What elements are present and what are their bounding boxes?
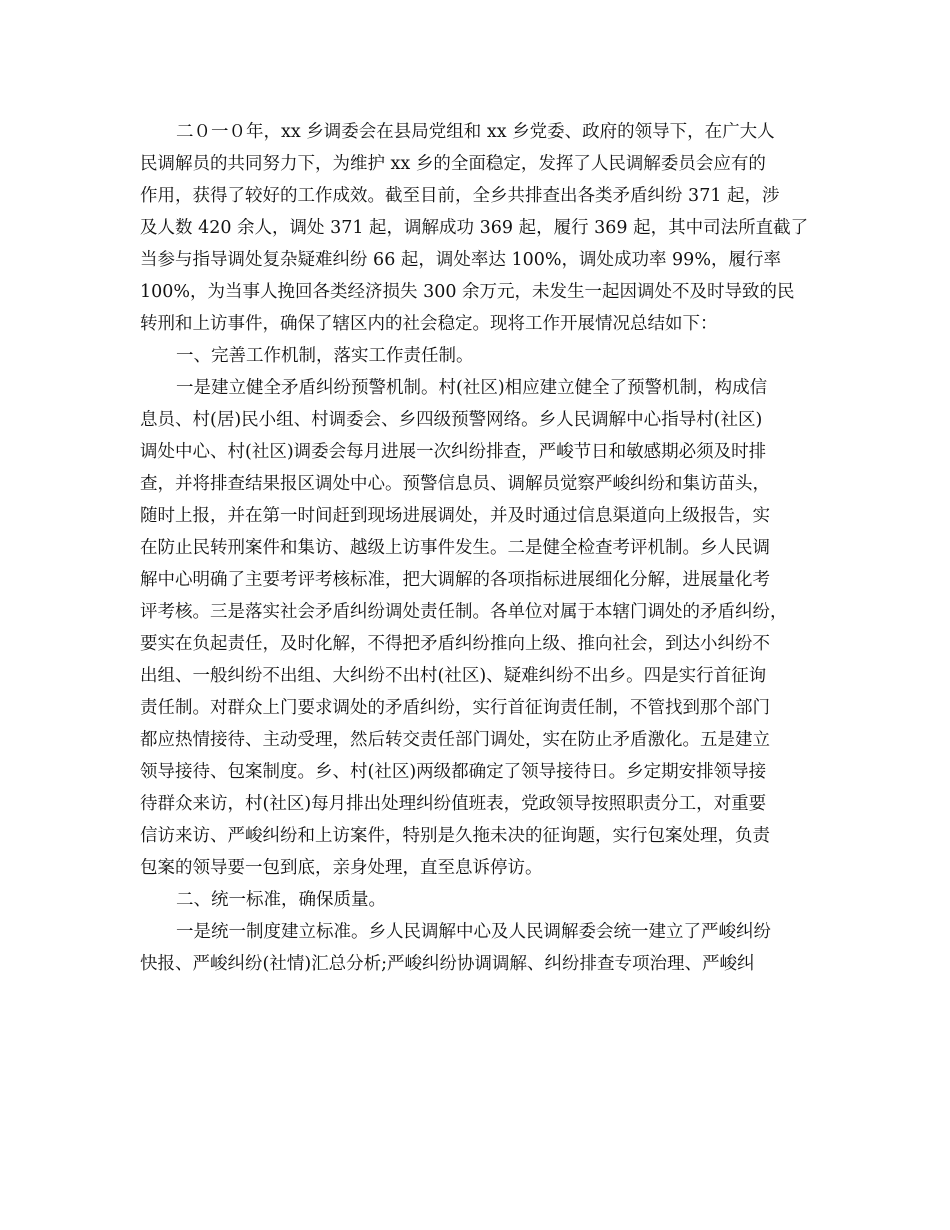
paragraph-line: 快报、严峻纠纷(社情)汇总分析;严峻纠纷协调调解、纠纷排查专项治理、严峻纠 bbox=[140, 954, 755, 974]
paragraph-line: 解中心明确了主要考评考核标准，把大调解的各项指标进展细化分解，进展量化考 bbox=[140, 570, 770, 590]
paragraph-line: 在防止民转刑案件和集访、越级上访事件发生。二是健全检查考评机制。乡人民调 bbox=[140, 538, 770, 558]
paragraph-line: 要实在负起责任，及时化解，不得把矛盾纠纷推向上级、推向社会，到达小纠纷不 bbox=[140, 634, 770, 654]
paragraph-line: 评考核。三是落实社会矛盾纠纷调处责任制。各单位对属于本辖门调处的矛盾纠纷， bbox=[140, 602, 788, 622]
paragraph-line: 当参与指导调处复杂疑难纠纷 66 起，调处率达 100%，调处成功率 99%，履行率 bbox=[140, 250, 781, 270]
paragraph-line: 信访来访、严峻纠纷和上访案件，特别是久拖未决的征询题，实行包案处理，负责 bbox=[140, 826, 770, 846]
paragraph-line: 随时上报，并在第一时间赶到现场进展调处，并及时通过信息渠道向上级报告，实 bbox=[140, 506, 770, 526]
paragraph-line: 一是建立健全矛盾纠纷预警机制。村(社区)相应建立健全了预警机制，构成信 bbox=[176, 378, 768, 398]
paragraph-line: 民调解员的共同努力下，为维护 xx 乡的全面稳定，发挥了人民调解委员会应有的 bbox=[140, 154, 766, 174]
paragraph-line: 及人数 420 余人，调处 371 起，调解成功 369 起，履行 369 起，其中司法所直截了 bbox=[140, 218, 809, 238]
paragraph-line: 转刑和上访事件，确保了辖区内的社会稳定。现将工作开展情况总结如下： bbox=[140, 314, 718, 334]
paragraph-line: 责任制。对群众上门要求调处的矛盾纠纷，实行首征询责任制，不管找到那个部门 bbox=[140, 698, 770, 718]
paragraph-line: 作用，获得了较好的工作成效。截至目前，全乡共排查出各类矛盾纠纷 371 起，涉 bbox=[140, 186, 780, 206]
paragraph-line: 都应热情接待、主动受理，然后转交责任部门调处，实在防止矛盾激化。五是建立 bbox=[140, 730, 770, 750]
paragraph-line: 一是统一制度建立标准。乡人民调解中心及人民调解委会统一建立了严峻纠纷 bbox=[176, 922, 771, 942]
paragraph-line: 包案的领导要一包到底，亲身处理，直至息诉停访。 bbox=[140, 858, 543, 878]
paragraph-line: 待群众来访，村(社区)每月排出处理纠纷值班表，党政领导按照职责分工，对重要 bbox=[140, 794, 767, 814]
paragraph-line: 查，并将排查结果报区调处中心。预警信息员、调解员觉察严峻纠纷和集访苗头， bbox=[140, 474, 770, 494]
section-heading: 一、完善工作机制，落实工作责任制。 bbox=[176, 346, 474, 366]
paragraph-line: 息员、村(居)民小组、村调委会、乡四级预警网络。乡人民调解中心指导村(社区) bbox=[140, 410, 763, 430]
paragraph-line: 二０一０年，xx 乡调委会在县局党组和 xx 乡党委、政府的领导下，在广大人 bbox=[176, 122, 775, 142]
paragraph-line: 调处中心、村(社区)调委会每月进展一次纠纷排查，严峻节日和敏感期必须及时排 bbox=[140, 442, 767, 462]
document-body bbox=[140, 116, 824, 980]
paragraph-line: 领导接待、包案制度。乡、村(社区)两级都确定了领导接待日。乡定期安排领导接 bbox=[140, 762, 767, 782]
section-heading: 二、统一标准，确保质量。 bbox=[176, 890, 386, 910]
paragraph-line: 100%，为当事人挽回各类经济损失 300 余万元，未发生一起因调处不及时导致的民 bbox=[140, 282, 795, 302]
paragraph-line: 出组、一般纠纷不出组、大纠纷不出村(社区)、疑难纠纷不出乡。四是实行首征询 bbox=[140, 666, 767, 686]
